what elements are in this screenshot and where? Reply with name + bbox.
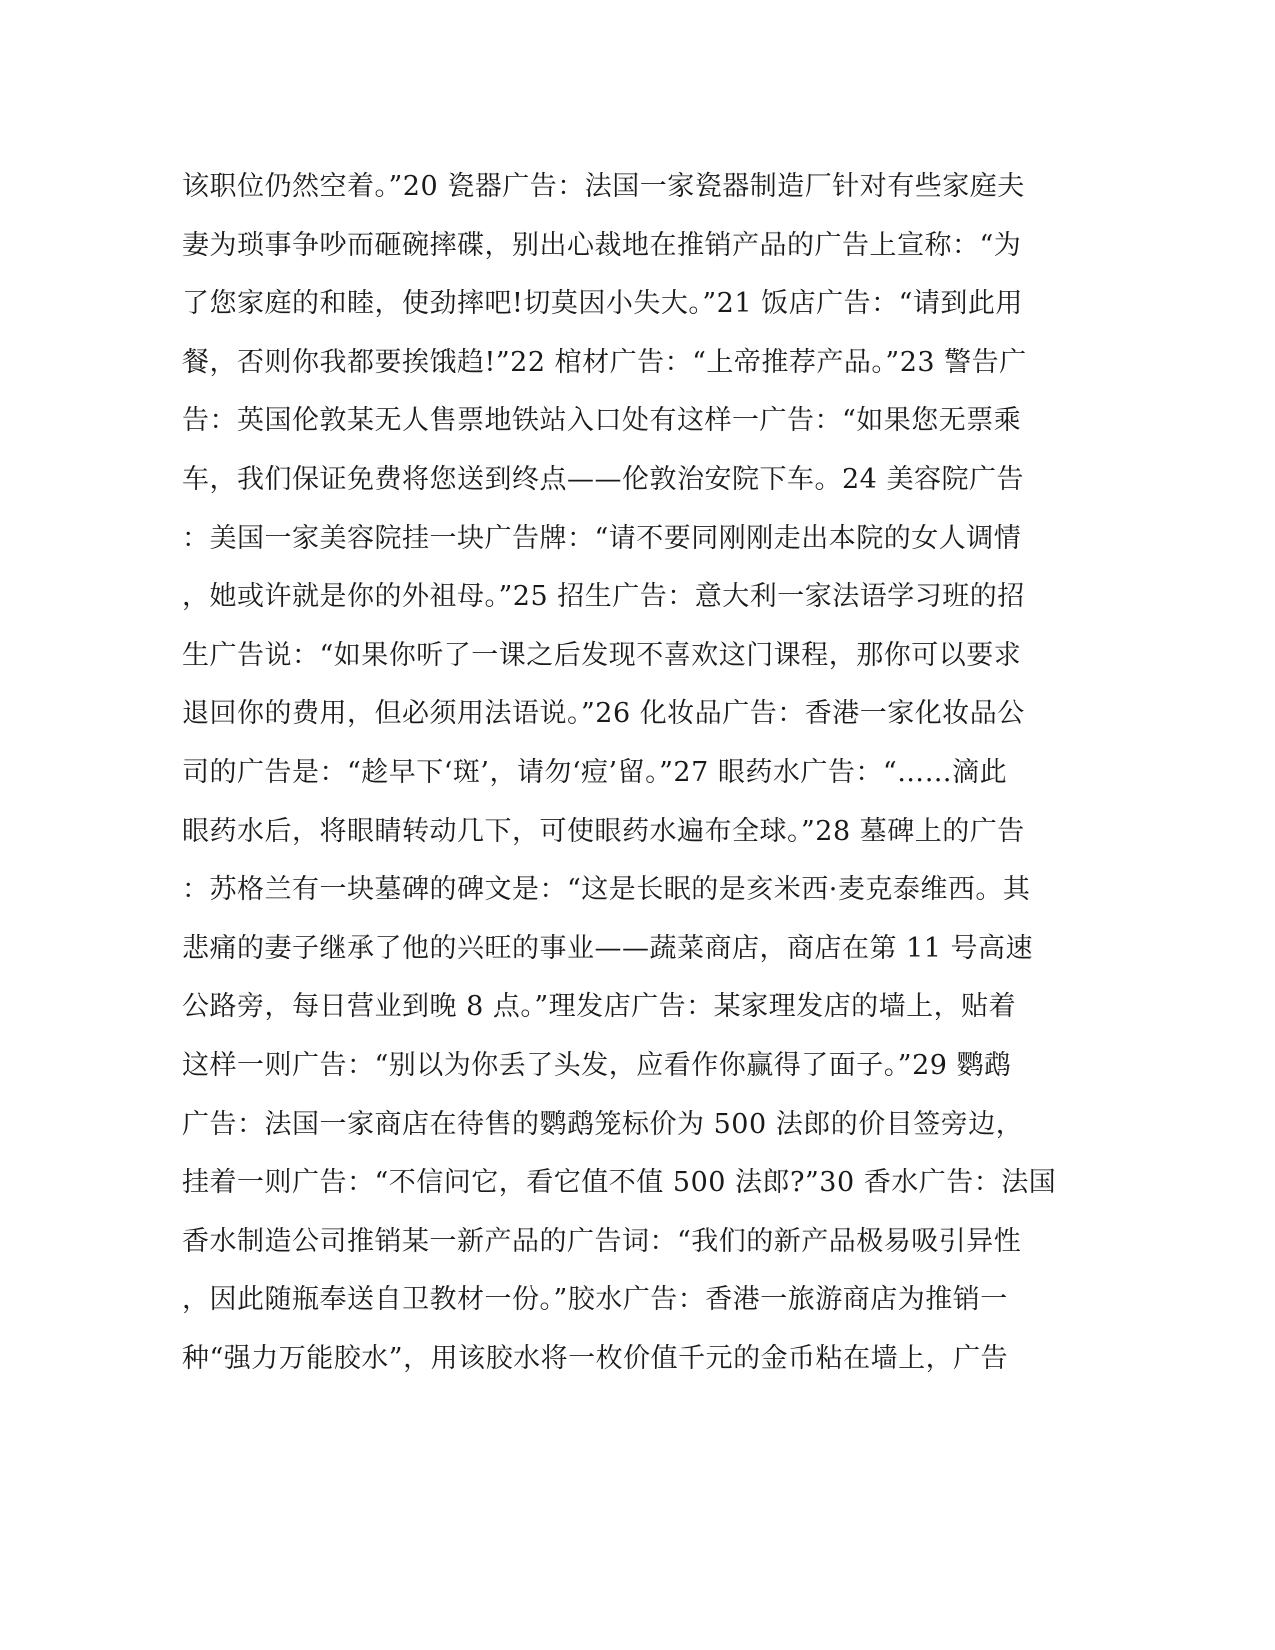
- text-line: 退回你的费用，但必须用法语说。”26 化妆品广告：香港一家化妆品公: [182, 698, 1025, 730]
- text-line: 车，我们保证免费将您送到终点——伦敦治安院下车。24 美容院广告: [182, 463, 1024, 495]
- text-line: ：苏格兰有一块墓碑的碑文是：“这是长眠的是亥米西·麦克泰维西。其: [182, 874, 1031, 906]
- text-line: 司的广告是：“趁早下‘斑’，请勿‘痘’留。”27 眼药水广告：“……滴此: [182, 756, 1008, 788]
- text-line: 香水制造公司推销某一新产品的广告词：“我们的新产品极易吸引异性: [182, 1225, 1022, 1257]
- text-line: 眼药水后，将眼睛转动几下，可使眼药水遍布全球。”28 墓碑上的广告: [182, 815, 1025, 847]
- body-text: [182, 158, 1062, 1388]
- text-line: ，因此随瓶奉送自卫教材一份。”胶水广告：香港一旅游商店为推销一: [182, 1284, 1008, 1316]
- text-line: 这样一则广告：“别以为你丢了头发，应看作你赢得了面子。”29 鹦鹉: [182, 1049, 1012, 1081]
- text-line: 该职位仍然空着。”20 瓷器广告：法国一家瓷器制造厂针对有些家庭夫: [182, 171, 1025, 202]
- text-line: 悲痛的妻子继承了他的兴旺的事业——蔬菜商店，商店在第 11 号高速: [182, 932, 1034, 964]
- text-line: 妻为琐事争吵而砸碗摔碟，别出心裁地在推销产品的广告上宣称：“为: [182, 229, 1022, 261]
- text-line: 种“强力万能胶水”，用该胶水将一枚价值千元的金币粘在墙上，广告: [182, 1342, 1009, 1374]
- text-line: 生广告说：“如果你听了一课之后发现不喜欢这门课程，那你可以要求: [182, 639, 1022, 671]
- text-line: 广告：法国一家商店在待售的鹦鹉笼标价为 500 法郎的价目签旁边，: [182, 1108, 1024, 1140]
- text-line: 餐，否则你我都要挨饿趋!”22 棺材广告：“上帝推荐产品。”23 警告广: [182, 346, 1027, 378]
- text-line: 告：英国伦敦某无人售票地铁站入口处有这样一广告：“如果您无票乘: [182, 405, 1022, 437]
- text-line: ，她或许就是你的外祖母。”25 招生广告：意大利一家法语学习班的招: [182, 581, 1025, 613]
- text-line: ：美国一家美容院挂一块广告牌：“请不要同刚刚走出本院的女人调情: [182, 522, 1022, 554]
- text-line: 公路旁，每日营业到晚 8 点。”理发店广告：某家理发店的墙上，贴着: [182, 991, 1017, 1023]
- text-line: 挂着一则广告：“不信问它，看它值不值 500 法郎?”30 香水广告：法国: [182, 1167, 1057, 1199]
- text-line: 了您家庭的和睦，使劲摔吧!切莫因小失大。”21 饭店广告：“请到此用: [182, 288, 1023, 320]
